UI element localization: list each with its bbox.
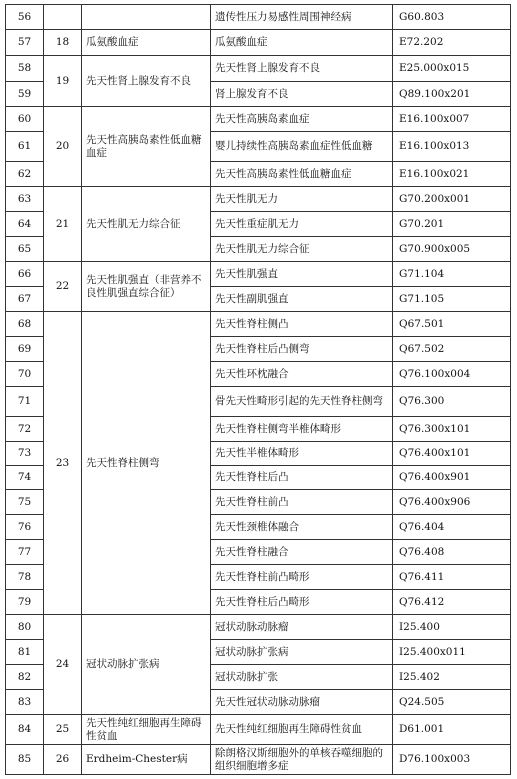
icd-code: G70.900x005 — [393, 237, 511, 262]
table-row — [6, 56, 511, 82]
icd-code: G70.201 — [393, 212, 511, 237]
table-row — [6, 107, 511, 132]
row-seq: 81 — [6, 640, 44, 665]
row-seq: 83 — [6, 690, 44, 715]
table-row — [6, 745, 511, 775]
category-name: 先天性纯红细胞再生障碍性贫血 — [82, 715, 211, 745]
disease-name: 先天性肌无力 — [211, 187, 393, 212]
icd-code: Q76.411 — [393, 565, 511, 590]
disease-name: 先天性副肌强直 — [211, 287, 393, 312]
group-no: 23 — [44, 312, 82, 615]
icd-code: Q89.100x201 — [393, 82, 511, 107]
icd-code: Q76.400x906 — [393, 490, 511, 515]
disease-name: 冠状动脉动脉瘤 — [211, 615, 393, 640]
row-seq: 67 — [6, 287, 44, 312]
group-no: 21 — [44, 187, 82, 262]
row-seq: 78 — [6, 565, 44, 590]
disease-name: 冠状动脉扩张 — [211, 665, 393, 690]
icd-code: Q76.100x004 — [393, 362, 511, 387]
icd-code: Q76.412 — [393, 590, 511, 615]
group-no: 25 — [44, 715, 82, 745]
icd-code: I25.402 — [393, 665, 511, 690]
table-row — [6, 312, 511, 337]
icd-code: Q76.404 — [393, 515, 511, 540]
row-seq: 75 — [6, 490, 44, 515]
icd-code: E16.100x013 — [393, 132, 511, 162]
row-seq: 77 — [6, 540, 44, 565]
row-seq: 58 — [6, 56, 44, 82]
disease-name: 先天性环枕融合 — [211, 362, 393, 387]
row-seq: 62 — [6, 162, 44, 187]
group-no: 26 — [44, 745, 82, 775]
disease-name: 冠状动脉扩张病 — [211, 640, 393, 665]
icd-code: Q76.300 — [393, 387, 511, 417]
category-name: 先天性高胰岛素性低血糖血症 — [82, 107, 211, 187]
row-seq: 61 — [6, 132, 44, 162]
table-row — [6, 5, 511, 30]
disease-name: 先天性冠状动脉动脉瘤 — [211, 690, 393, 715]
group-no: 18 — [44, 30, 82, 56]
icd-code: D76.100x003 — [393, 745, 511, 775]
disease-name: 先天性重症肌无力 — [211, 212, 393, 237]
row-seq: 72 — [6, 417, 44, 442]
category-name: 先天性肌强直（非营养不良性肌强直综合征） — [82, 262, 211, 312]
row-seq: 64 — [6, 212, 44, 237]
icd-code: G70.200x001 — [393, 187, 511, 212]
disease-table — [5, 4, 511, 775]
disease-name: 先天性脊柱后凸畸形 — [211, 590, 393, 615]
group-no: 22 — [44, 262, 82, 312]
disease-name: 先天性脊柱后凸侧弯 — [211, 337, 393, 362]
icd-code: G60.803 — [393, 5, 511, 30]
row-seq: 73 — [6, 442, 44, 466]
icd-code: D61.001 — [393, 715, 511, 745]
category-name: 先天性肌无力综合征 — [82, 187, 211, 262]
row-seq: 57 — [6, 30, 44, 56]
disease-name: 先天性脊柱后凸 — [211, 466, 393, 490]
row-seq: 79 — [6, 590, 44, 615]
icd-code: I25.400 — [393, 615, 511, 640]
icd-code: E25.000x015 — [393, 56, 511, 82]
row-seq: 71 — [6, 387, 44, 417]
category-name: 先天性肾上腺发育不良 — [82, 56, 211, 107]
row-seq: 70 — [6, 362, 44, 387]
row-seq: 63 — [6, 187, 44, 212]
icd-code: Q76.300x101 — [393, 417, 511, 442]
category-name: 先天性脊柱侧弯 — [82, 312, 211, 615]
disease-name: 肾上腺发育不良 — [211, 82, 393, 107]
row-seq: 76 — [6, 515, 44, 540]
row-seq: 85 — [6, 745, 44, 775]
icd-code: I25.400x011 — [393, 640, 511, 665]
table-row — [6, 30, 511, 56]
disease-name: 先天性肌无力综合征 — [211, 237, 393, 262]
table-row — [6, 262, 511, 287]
disease-name: 婴儿持续性高胰岛素血症性低血糖 — [211, 132, 393, 162]
category-cell — [82, 5, 211, 30]
row-seq: 59 — [6, 82, 44, 107]
icd-code: G71.105 — [393, 287, 511, 312]
row-seq: 60 — [6, 107, 44, 132]
disease-name: 先天性高胰岛素血症 — [211, 107, 393, 132]
disease-name: 先天性脊柱前凸畸形 — [211, 565, 393, 590]
row-seq: 74 — [6, 466, 44, 490]
disease-name: 除朗格汉斯细胞外的单核吞噬细胞的组织细胞增多症 — [211, 745, 393, 775]
icd-code: G71.104 — [393, 262, 511, 287]
row-seq: 56 — [6, 5, 44, 30]
group-no: 24 — [44, 615, 82, 715]
icd-code: Q76.400x101 — [393, 442, 511, 466]
table-row — [6, 615, 511, 640]
disease-name: 先天性肌强直 — [211, 262, 393, 287]
group-no: 19 — [44, 56, 82, 107]
row-seq: 66 — [6, 262, 44, 287]
disease-name: 先天性脊柱侧弯半椎体畸形 — [211, 417, 393, 442]
icd-code: Q76.400x901 — [393, 466, 511, 490]
disease-name: 先天性纯红细胞再生障碍性贫血 — [211, 715, 393, 745]
disease-name: 先天性半椎体畸形 — [211, 442, 393, 466]
table-row — [6, 187, 511, 212]
disease-name: 先天性脊柱融合 — [211, 540, 393, 565]
icd-code: Q67.502 — [393, 337, 511, 362]
group-no: 20 — [44, 107, 82, 187]
icd-code: E72.202 — [393, 30, 511, 56]
disease-name: 先天性脊柱前凸 — [211, 490, 393, 515]
disease-name: 先天性颈椎体融合 — [211, 515, 393, 540]
row-seq: 84 — [6, 715, 44, 745]
disease-name: 先天性高胰岛素性低血糖血症 — [211, 162, 393, 187]
icd-code: Q24.505 — [393, 690, 511, 715]
category-name: 冠状动脉扩张病 — [82, 615, 211, 715]
row-seq: 82 — [6, 665, 44, 690]
icd-code: Q76.408 — [393, 540, 511, 565]
row-seq: 68 — [6, 312, 44, 337]
table-row — [6, 715, 511, 745]
category-name: 瓜氨酸血症 — [82, 30, 211, 56]
icd-code: Q67.501 — [393, 312, 511, 337]
icd-code: E16.100x007 — [393, 107, 511, 132]
row-seq: 65 — [6, 237, 44, 262]
disease-name: 先天性脊柱侧凸 — [211, 312, 393, 337]
icd-code: E16.100x021 — [393, 162, 511, 187]
disease-name: 先天性肾上腺发育不良 — [211, 56, 393, 82]
disease-name: 遗传性压力易感性周围神经病 — [211, 5, 393, 30]
group-no-cell — [44, 5, 82, 30]
row-seq: 69 — [6, 337, 44, 362]
category-name: Erdheim-Chester病 — [82, 745, 211, 775]
disease-name: 骨先天性畸形引起的先天性脊柱侧弯 — [211, 387, 393, 417]
row-seq: 80 — [6, 615, 44, 640]
disease-name: 瓜氨酸血症 — [211, 30, 393, 56]
